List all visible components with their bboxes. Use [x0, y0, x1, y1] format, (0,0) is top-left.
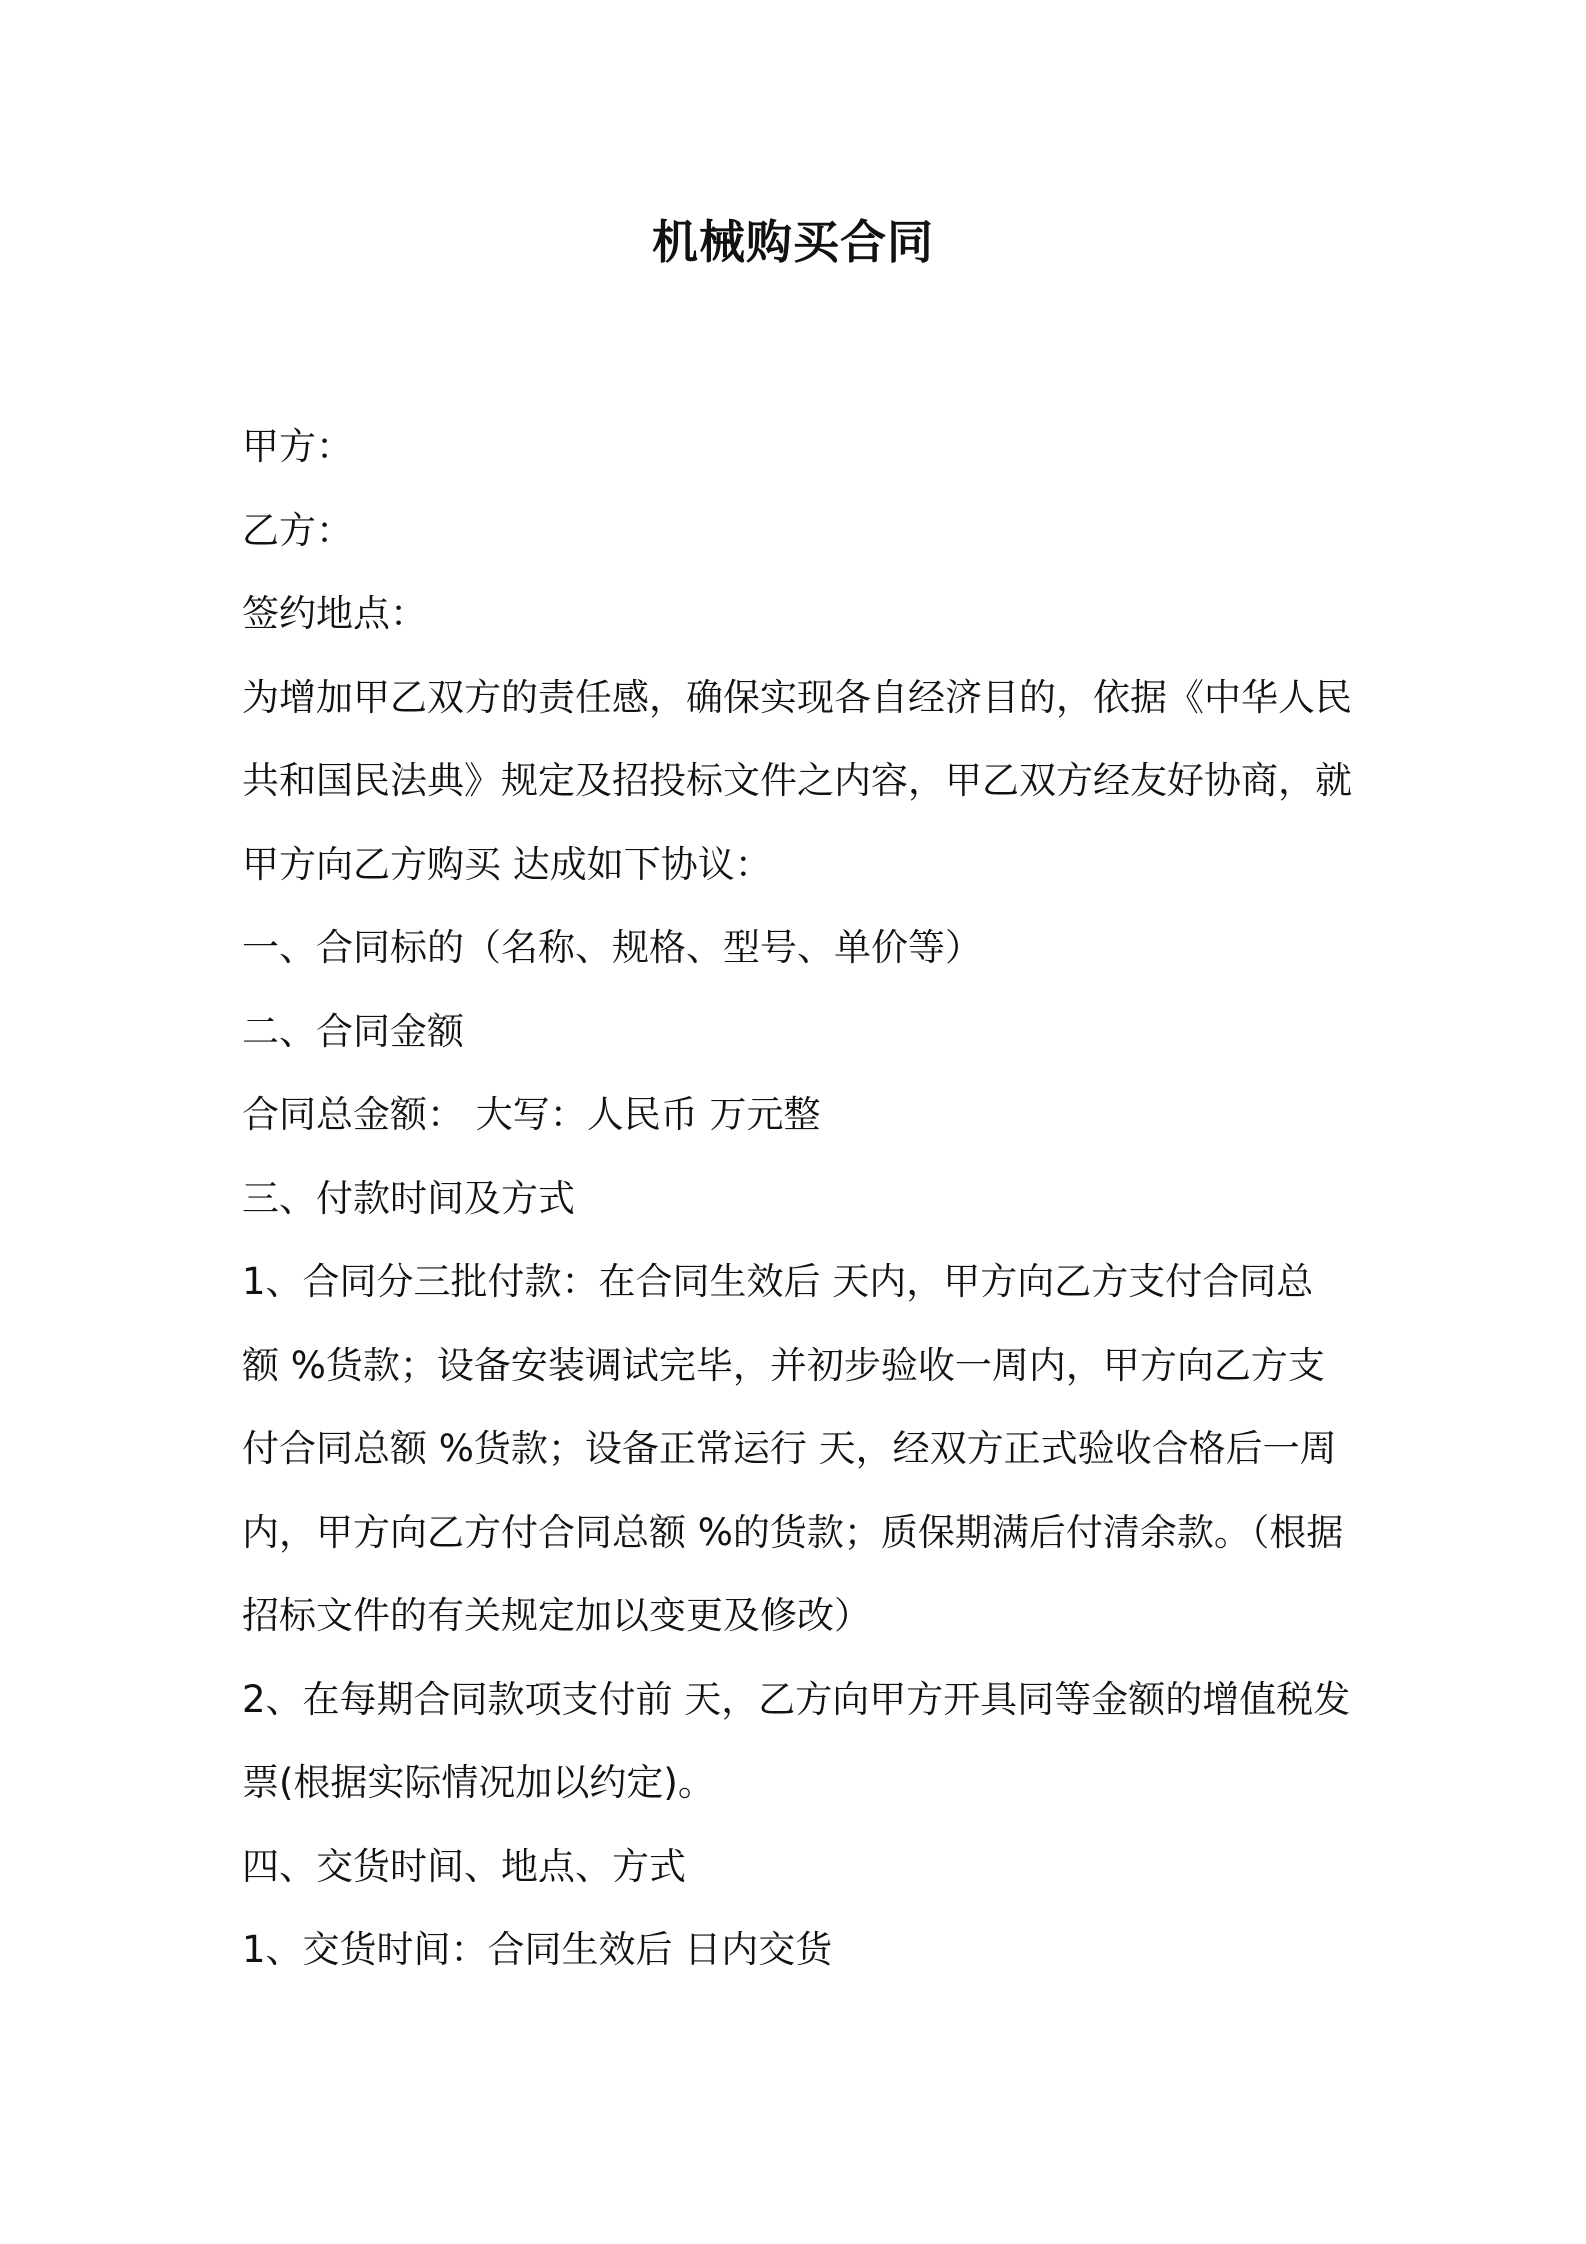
party-a-line: 甲方： [242, 425, 353, 468]
delivery-clause-1: 1、交货时间：合同生效后 日内交货 [242, 1928, 833, 1971]
payment-clause-1-line-3: 付合同总额 %货款；设备正常运行 天，经双方正式验收合格后一周 [242, 1427, 1337, 1470]
party-b-line: 乙方： [242, 508, 353, 552]
preamble-line-1: 为增加甲乙双方的责任感，确保实现各自经济目的，依据《中华人民 [242, 675, 1352, 719]
payment-clause-1-line-2: 额 %货款；设备安装调试完毕，并初步验收一周内，甲方向乙方支 [242, 1343, 1325, 1387]
section-heading-3: 三、付款时间及方式 [242, 1176, 575, 1220]
preamble-line-2: 共和国民法典》规定及招投标文件之内容，甲乙双方经友好协商，就 [242, 759, 1352, 802]
payment-clause-1-line-1: 1、合同分三批付款：在合同生效后 天内，甲方向乙方支付合同总 [242, 1260, 1314, 1303]
section-heading-1: 一、合同标的（名称、规格、型号、单价等） [242, 926, 982, 969]
payment-clause-1-line-5: 招标文件的有关规定加以变更及修改） [242, 1594, 871, 1637]
document-title: 机械购买合同 [652, 215, 934, 269]
total-amount-line: 合同总金额： 大写：人民币 万元整 [242, 1093, 821, 1136]
payment-clause-2-line-1: 2、在每期合同款项支付前 天，乙方向甲方开具同等金额的增值税发 [242, 1677, 1351, 1721]
payment-clause-2-line-2: 票(根据实际情况加以约定)。 [242, 1761, 715, 1804]
contract-body [242, 405, 1362, 1992]
section-heading-2: 二、合同金额 [242, 1009, 464, 1053]
signing-place-line: 签约地点： [242, 592, 427, 635]
section-heading-4: 四、交货时间、地点、方式 [242, 1844, 686, 1888]
payment-clause-1-line-4: 内，甲方向乙方付合同总额 %的货款；质保期满后付清余款。（根据 [242, 1510, 1344, 1554]
preamble-line-3: 甲方向乙方购买 达成如下协议： [242, 842, 772, 886]
